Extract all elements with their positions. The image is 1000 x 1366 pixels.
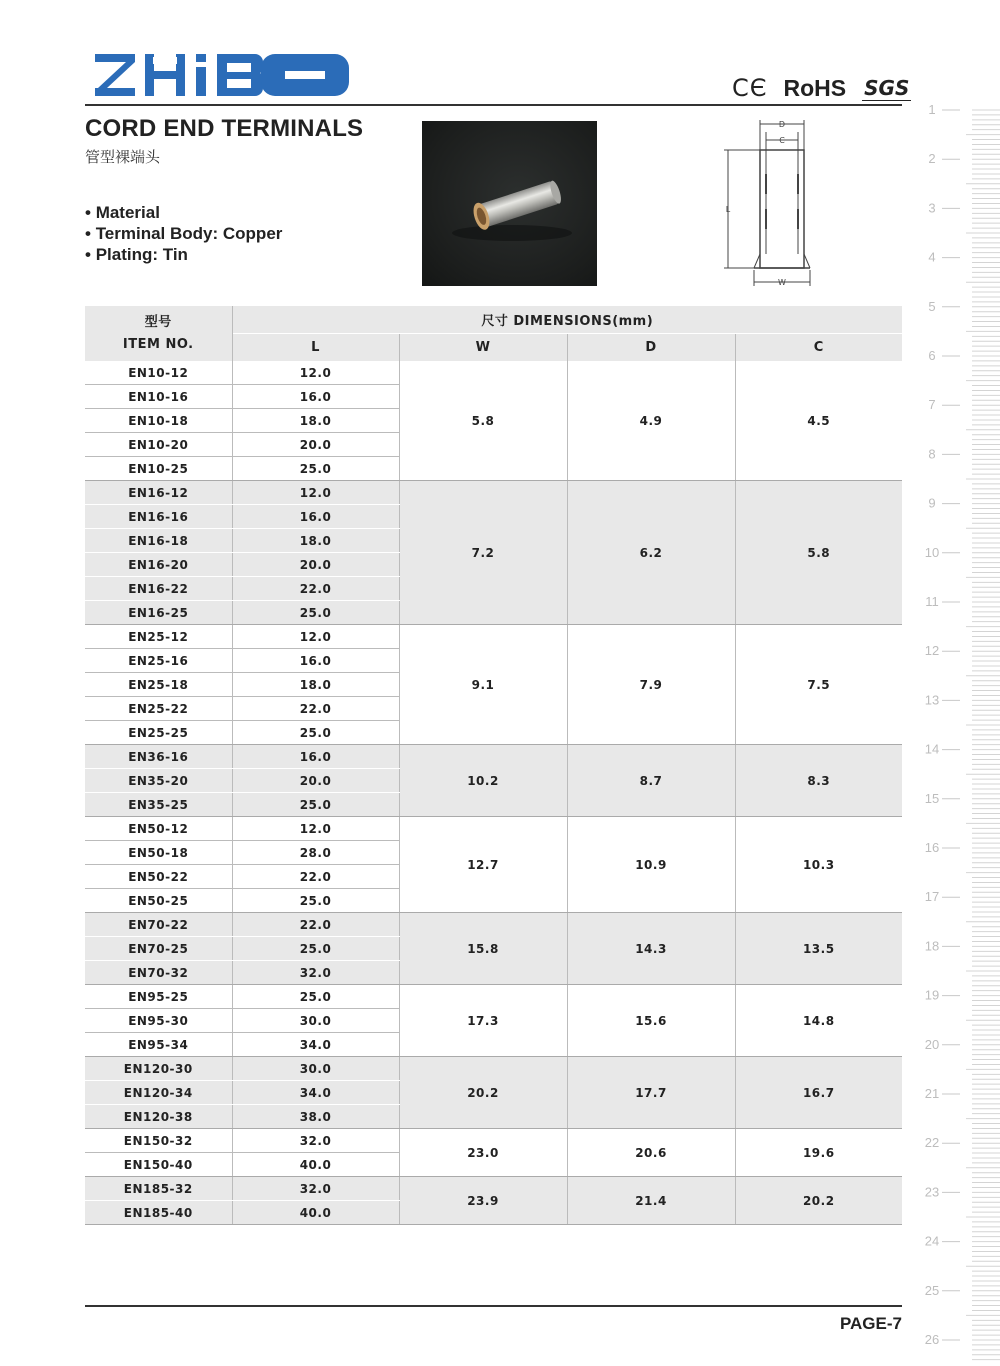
- page-number: PAGE-7: [839, 1314, 902, 1333]
- cell-w: 20.2: [399, 1057, 567, 1129]
- cell-d: 17.7: [567, 1057, 735, 1129]
- ruler-number: 15: [924, 790, 940, 806]
- cell-l: 22.0: [232, 697, 399, 721]
- table-row: [85, 745, 902, 769]
- ruler-number: 16: [924, 840, 940, 855]
- cell-l: 25.0: [232, 721, 399, 745]
- cell-l: 25.0: [232, 985, 399, 1009]
- ruler-number: 23: [924, 1184, 940, 1200]
- material-list-item: • Terminal Body: Copper: [85, 223, 282, 244]
- cell-c: 10.3: [735, 817, 902, 913]
- cell-c: 16.7: [735, 1057, 902, 1129]
- ruler-number: 18: [924, 938, 940, 954]
- cell-w: 9.1: [399, 625, 567, 745]
- cell-l: 12.0: [232, 361, 399, 385]
- cell-l: 12.0: [232, 625, 399, 649]
- cell-item-no: EN70-32: [85, 961, 232, 985]
- cell-w: 23.9: [399, 1177, 567, 1225]
- page-title: CORD END TERMINALS: [85, 115, 364, 142]
- cell-l: 34.0: [232, 1081, 399, 1105]
- cell-item-no: EN50-22: [85, 865, 232, 889]
- cell-item-no: EN10-25: [85, 457, 232, 481]
- column-header-d: D: [567, 334, 735, 362]
- table-row: [85, 1057, 902, 1081]
- table-row: [85, 481, 902, 505]
- rohs-mark: RoHS: [783, 74, 847, 101]
- cell-item-no: EN50-25: [85, 889, 232, 913]
- ruler-number: 3: [928, 200, 936, 216]
- cell-l: 18.0: [232, 529, 399, 553]
- cell-item-no: EN185-32: [85, 1177, 232, 1201]
- table-row: [85, 625, 902, 649]
- cell-l: 32.0: [232, 1129, 399, 1153]
- cell-c: 8.3: [735, 745, 902, 817]
- cell-item-no: EN16-25: [85, 601, 232, 625]
- cell-w: 23.0: [399, 1129, 567, 1177]
- table-row: [85, 817, 902, 841]
- cell-item-no: EN120-34: [85, 1081, 232, 1105]
- cell-d: 4.9: [567, 361, 735, 481]
- cell-l: 25.0: [232, 889, 399, 913]
- cell-item-no: EN25-25: [85, 721, 232, 745]
- cell-l: 30.0: [232, 1057, 399, 1081]
- cell-d: 14.3: [567, 913, 735, 985]
- ruler-number: 10: [924, 544, 940, 560]
- cell-l: 25.0: [232, 793, 399, 817]
- dimensions-table: [85, 306, 902, 1225]
- cell-l: 22.0: [232, 865, 399, 889]
- cell-item-no: EN16-12: [85, 481, 232, 505]
- cell-item-no: EN25-16: [85, 649, 232, 673]
- cell-item-no: EN16-18: [85, 529, 232, 553]
- cell-l: 16.0: [232, 385, 399, 409]
- cell-item-no: EN50-12: [85, 817, 232, 841]
- ruler-number: 7: [928, 397, 936, 413]
- cell-l: 18.0: [232, 409, 399, 433]
- cell-l: 20.0: [232, 433, 399, 457]
- ruler-number: 5: [928, 298, 936, 314]
- cell-d: 10.9: [567, 817, 735, 913]
- ruler-number: 8: [928, 446, 936, 462]
- product-photo: [422, 121, 597, 286]
- drawing-label-w: W: [778, 278, 786, 287]
- cell-l: 30.0: [232, 1009, 399, 1033]
- cell-w: 15.8: [399, 913, 567, 985]
- table-row: [85, 1129, 902, 1153]
- ruler-number: 17: [924, 889, 940, 905]
- cell-l: 34.0: [232, 1033, 399, 1057]
- cell-l: 40.0: [232, 1201, 399, 1225]
- cell-w: 17.3: [399, 985, 567, 1057]
- cell-l: 12.0: [232, 817, 399, 841]
- column-header-dimensions: 尺寸 DIMENSIONS(mm): [232, 306, 902, 334]
- cell-l: 38.0: [232, 1105, 399, 1129]
- ruler-number: 25: [924, 1282, 940, 1298]
- cell-c: 20.2: [735, 1177, 902, 1225]
- cell-c: 7.5: [735, 625, 902, 745]
- table-row: [85, 1177, 902, 1201]
- cell-l: 20.0: [232, 553, 399, 577]
- cell-d: 8.7: [567, 745, 735, 817]
- cell-item-no: EN95-30: [85, 1009, 232, 1033]
- zhibo-logo: [95, 54, 350, 96]
- cell-c: 13.5: [735, 913, 902, 985]
- drawing-label-c: C: [779, 136, 785, 145]
- ruler-number: 19: [924, 987, 940, 1003]
- cell-c: 5.8: [735, 481, 902, 625]
- ruler-number: 6: [928, 348, 936, 363]
- cell-item-no: EN95-25: [85, 985, 232, 1009]
- column-header-c: C: [735, 334, 902, 362]
- ruler-number: 24: [924, 1233, 940, 1249]
- cell-c: 14.8: [735, 985, 902, 1057]
- ruler-number: 2: [928, 151, 936, 167]
- column-header-w: W: [399, 334, 567, 362]
- cell-l: 12.0: [232, 481, 399, 505]
- cell-item-no: EN150-40: [85, 1153, 232, 1177]
- header-divider: [85, 104, 902, 106]
- table-row: [85, 985, 902, 1009]
- cell-d: 7.9: [567, 625, 735, 745]
- cell-item-no: EN10-16: [85, 385, 232, 409]
- certification-marks: [732, 72, 911, 104]
- cell-d: 15.6: [567, 985, 735, 1057]
- cell-l: 16.0: [232, 649, 399, 673]
- cell-l: 25.0: [232, 457, 399, 481]
- drawing-label-d: D: [778, 120, 786, 129]
- cell-l: 32.0: [232, 961, 399, 985]
- terminal-dimension-drawing: [716, 114, 816, 290]
- footer-divider: [85, 1305, 902, 1307]
- cell-item-no: EN36-16: [85, 745, 232, 769]
- ruler-number: 26: [924, 1332, 940, 1347]
- ruler-number: 22: [924, 1135, 940, 1151]
- ruler-number: 12: [924, 643, 940, 659]
- column-header-item-cn: 型号: [144, 314, 172, 330]
- cell-w: 7.2: [399, 481, 567, 625]
- cell-l: 20.0: [232, 769, 399, 793]
- cell-c: 19.6: [735, 1129, 902, 1177]
- cell-item-no: EN95-34: [85, 1033, 232, 1057]
- material-list-item: • Material: [85, 202, 282, 223]
- page-ruler: [910, 100, 1000, 1366]
- ruler-number: 9: [928, 495, 936, 511]
- cell-item-no: EN120-30: [85, 1057, 232, 1081]
- cell-item-no: EN25-12: [85, 625, 232, 649]
- ruler-number: 21: [924, 1086, 940, 1101]
- cell-l: 25.0: [232, 937, 399, 961]
- cell-item-no: EN35-25: [85, 793, 232, 817]
- cell-item-no: EN16-22: [85, 577, 232, 601]
- dimensions-table-body: [85, 361, 902, 1225]
- cell-w: 5.8: [399, 361, 567, 481]
- drawing-label-l: L: [725, 205, 731, 214]
- ruler-number: 14: [924, 741, 940, 757]
- cell-w: 12.7: [399, 817, 567, 913]
- cell-l: 22.0: [232, 913, 399, 937]
- ruler-number: 20: [924, 1036, 940, 1052]
- cell-l: 16.0: [232, 745, 399, 769]
- cell-l: 25.0: [232, 601, 399, 625]
- cell-item-no: EN70-22: [85, 913, 232, 937]
- cell-item-no: EN16-20: [85, 553, 232, 577]
- cell-l: 16.0: [232, 505, 399, 529]
- cell-item-no: EN70-25: [85, 937, 232, 961]
- ruler-number: 4: [928, 249, 936, 265]
- cell-l: 22.0: [232, 577, 399, 601]
- material-list-item: • Plating: Tin: [85, 244, 282, 265]
- ce-mark: CЄ: [732, 74, 768, 102]
- cell-d: 21.4: [567, 1177, 735, 1225]
- page-subtitle-cn: 管型裸端头: [85, 148, 161, 166]
- cell-item-no: EN50-18: [85, 841, 232, 865]
- cell-l: 32.0: [232, 1177, 399, 1201]
- column-header-item: [85, 306, 232, 361]
- cell-item-no: EN10-18: [85, 409, 232, 433]
- cell-d: 20.6: [567, 1129, 735, 1177]
- cell-l: 40.0: [232, 1153, 399, 1177]
- cell-item-no: EN120-38: [85, 1105, 232, 1129]
- ruler-number: 1: [928, 102, 936, 117]
- cell-l: 28.0: [232, 841, 399, 865]
- cell-d: 6.2: [567, 481, 735, 625]
- sgs-mark: SGS: [864, 75, 910, 100]
- material-list: [85, 202, 282, 265]
- cell-item-no: EN16-16: [85, 505, 232, 529]
- column-header-item-en: ITEM NO.: [122, 336, 194, 352]
- ruler-number: 11: [925, 594, 939, 609]
- column-header-l: L: [232, 334, 399, 362]
- cell-item-no: EN35-20: [85, 769, 232, 793]
- table-row: [85, 913, 902, 937]
- cell-item-no: EN10-20: [85, 433, 232, 457]
- cell-item-no: EN10-12: [85, 361, 232, 385]
- cell-item-no: EN25-18: [85, 673, 232, 697]
- cell-item-no: EN25-22: [85, 697, 232, 721]
- cell-w: 10.2: [399, 745, 567, 817]
- ruler-number: 13: [924, 692, 940, 708]
- cell-c: 4.5: [735, 361, 902, 481]
- cell-item-no: EN150-32: [85, 1129, 232, 1153]
- cell-item-no: EN185-40: [85, 1201, 232, 1225]
- cell-l: 18.0: [232, 673, 399, 697]
- table-row: [85, 361, 902, 385]
